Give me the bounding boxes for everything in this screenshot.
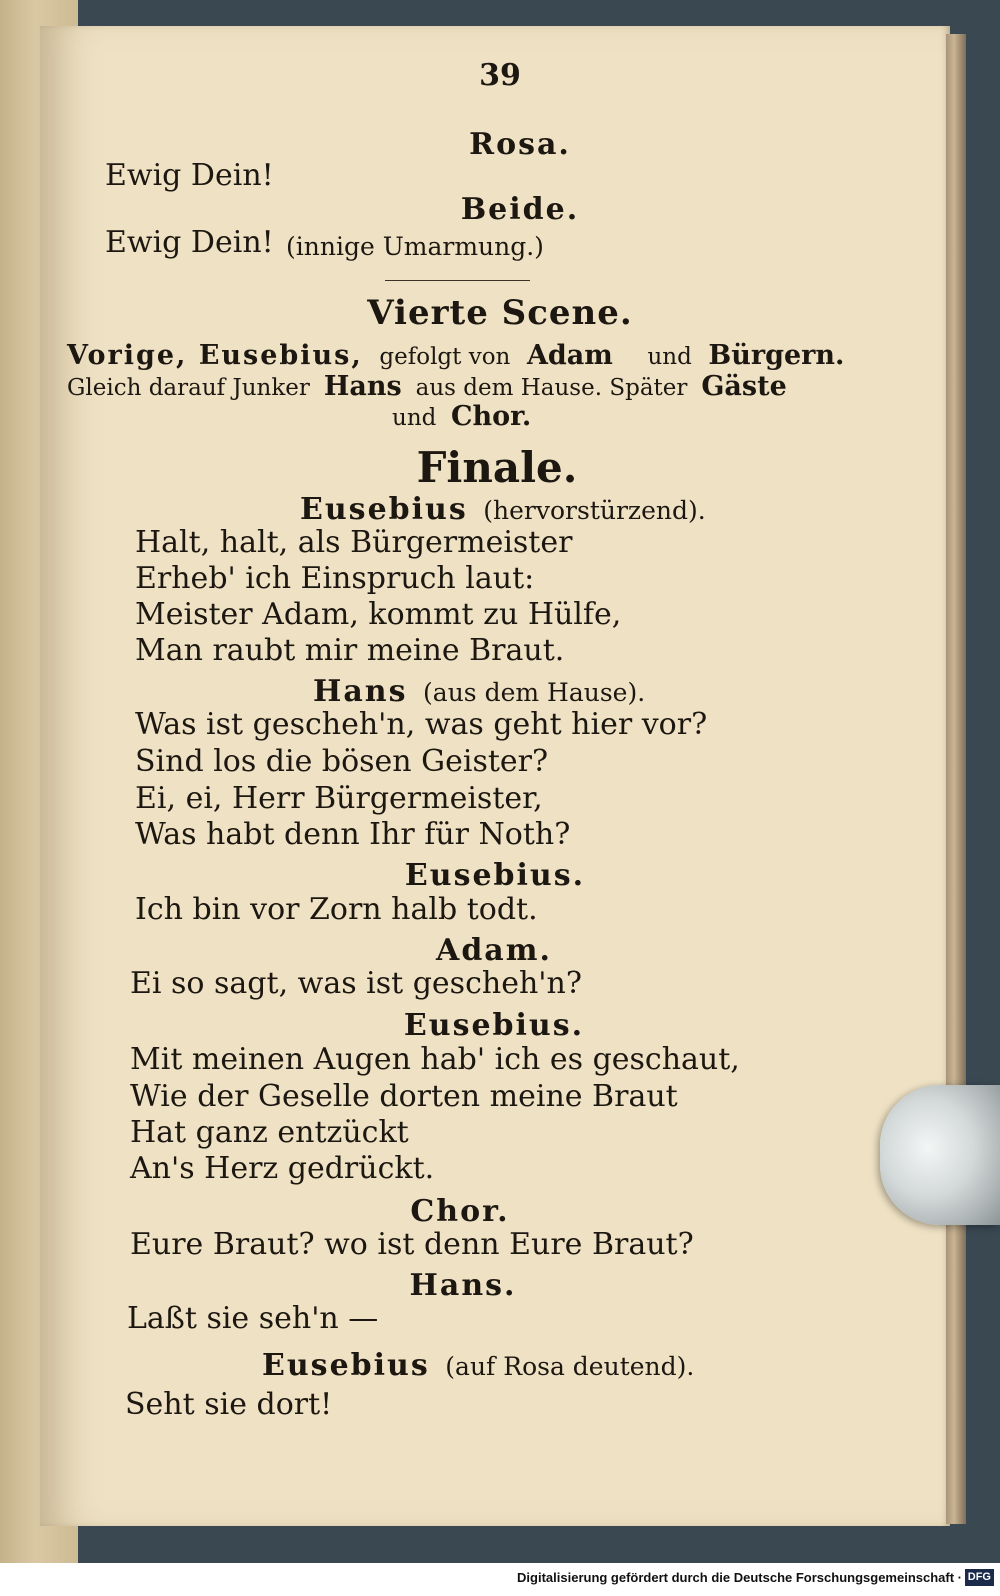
speaker-line-hans-1 <box>313 674 645 711</box>
cast-und: und <box>647 344 692 370</box>
cast-adam: Adam <box>526 340 613 371</box>
verse-ewig-dein: Ewig Dein! <box>105 158 274 193</box>
page-number: 39 <box>479 58 521 93</box>
verse-line-7: Ei, ei, Herr Bürgermeister, <box>135 781 543 816</box>
speaker-eusebius-4: Eusebius <box>262 1348 430 1383</box>
digitization-footer <box>0 1563 1000 1596</box>
verse-line-16: Laßt sie seh'n — <box>127 1301 379 1336</box>
finale-title: Finale. <box>416 443 578 492</box>
dfg-logo: DFG <box>965 1569 994 1586</box>
cast-gleich-darauf: Gleich darauf Junker <box>67 375 310 401</box>
verse-line-12: Wie der Geselle dorten meine Braut <box>130 1079 678 1114</box>
speaker-eusebius-3: Eusebius. <box>403 1008 585 1043</box>
verse-ewig-dein-2: Ewig Dein! <box>105 225 274 260</box>
speaker-chor: Chor. <box>410 1194 510 1229</box>
verse-line-17: Seht sie dort! <box>125 1387 333 1422</box>
footer-credit: Digitalisierung gefördert durch die Deutsche Forschungsgemeinschaft · <box>517 1570 962 1585</box>
verse-line-9: Ich bin vor Zorn halb todt. <box>135 892 538 927</box>
verse-line-11: Mit meinen Augen hab' ich es geschaut, <box>130 1042 740 1077</box>
verse-line-15: Eure Braut? wo ist denn Eure Braut? <box>130 1227 694 1262</box>
cast-gefolgt-von: gefolgt von <box>379 344 511 370</box>
speaker-rosa: Rosa. <box>469 127 571 162</box>
section-rule <box>385 280 530 281</box>
speaker-hans-1: Hans <box>313 674 408 709</box>
speaker-eusebius-1: Eusebius <box>300 492 468 527</box>
speaker-line-eusebius-4 <box>262 1348 694 1385</box>
speaker-eusebius-2: Eusebius. <box>404 858 586 893</box>
speaker-adam: Adam. <box>436 933 552 968</box>
cast-buergern: Bürgern. <box>708 340 845 371</box>
stage-direction-umarmung: (innige Umarmung.) <box>286 232 544 261</box>
cast-list-line-3 <box>392 399 531 436</box>
verse-line-14: An's Herz gedrückt. <box>130 1151 435 1186</box>
cast-vorige-eusebius: Vorige, Eusebius, <box>67 340 363 371</box>
stage-direction-auf-rosa: (auf Rosa deutend). <box>445 1352 695 1381</box>
speaker-beide: Beide. <box>460 192 580 227</box>
verse-line-5: Was ist gescheh'n, was geht hier vor? <box>135 707 708 742</box>
verse-line-8: Was habt denn Ihr für Noth? <box>135 817 571 852</box>
verse-line-1: Halt, halt, als Bürgermeister <box>135 525 573 560</box>
verse-line-2: Erheb' ich Einspruch laut: <box>135 561 535 596</box>
verse-line-6: Sind los die bösen Geister? <box>135 744 549 779</box>
cast-gaeste: Gäste <box>701 371 787 402</box>
cast-aus-dem-hause: aus dem Hause. Später <box>415 375 688 401</box>
verse-line-13: Hat ganz entzückt <box>130 1115 409 1150</box>
stage-direction-aus-dem-hause: (aus dem Hause). <box>423 678 646 707</box>
verse-line-3: Meister Adam, kommt zu Hülfe, <box>135 597 622 632</box>
stage-direction-hervor: (hervorstürzend). <box>483 496 706 525</box>
cast-und-2: und <box>392 405 437 431</box>
verse-line-4: Man raubt mir meine Braut. <box>135 633 565 668</box>
speaker-line-eusebius-1 <box>300 492 706 529</box>
verse-line-10: Ei so sagt, was ist gescheh'n? <box>130 966 582 1001</box>
speaker-hans-2: Hans. <box>409 1268 517 1303</box>
scene-title: Vierte Scene. <box>367 293 633 333</box>
cast-hans: Hans <box>323 371 402 402</box>
cast-chor: Chor. <box>450 401 532 432</box>
